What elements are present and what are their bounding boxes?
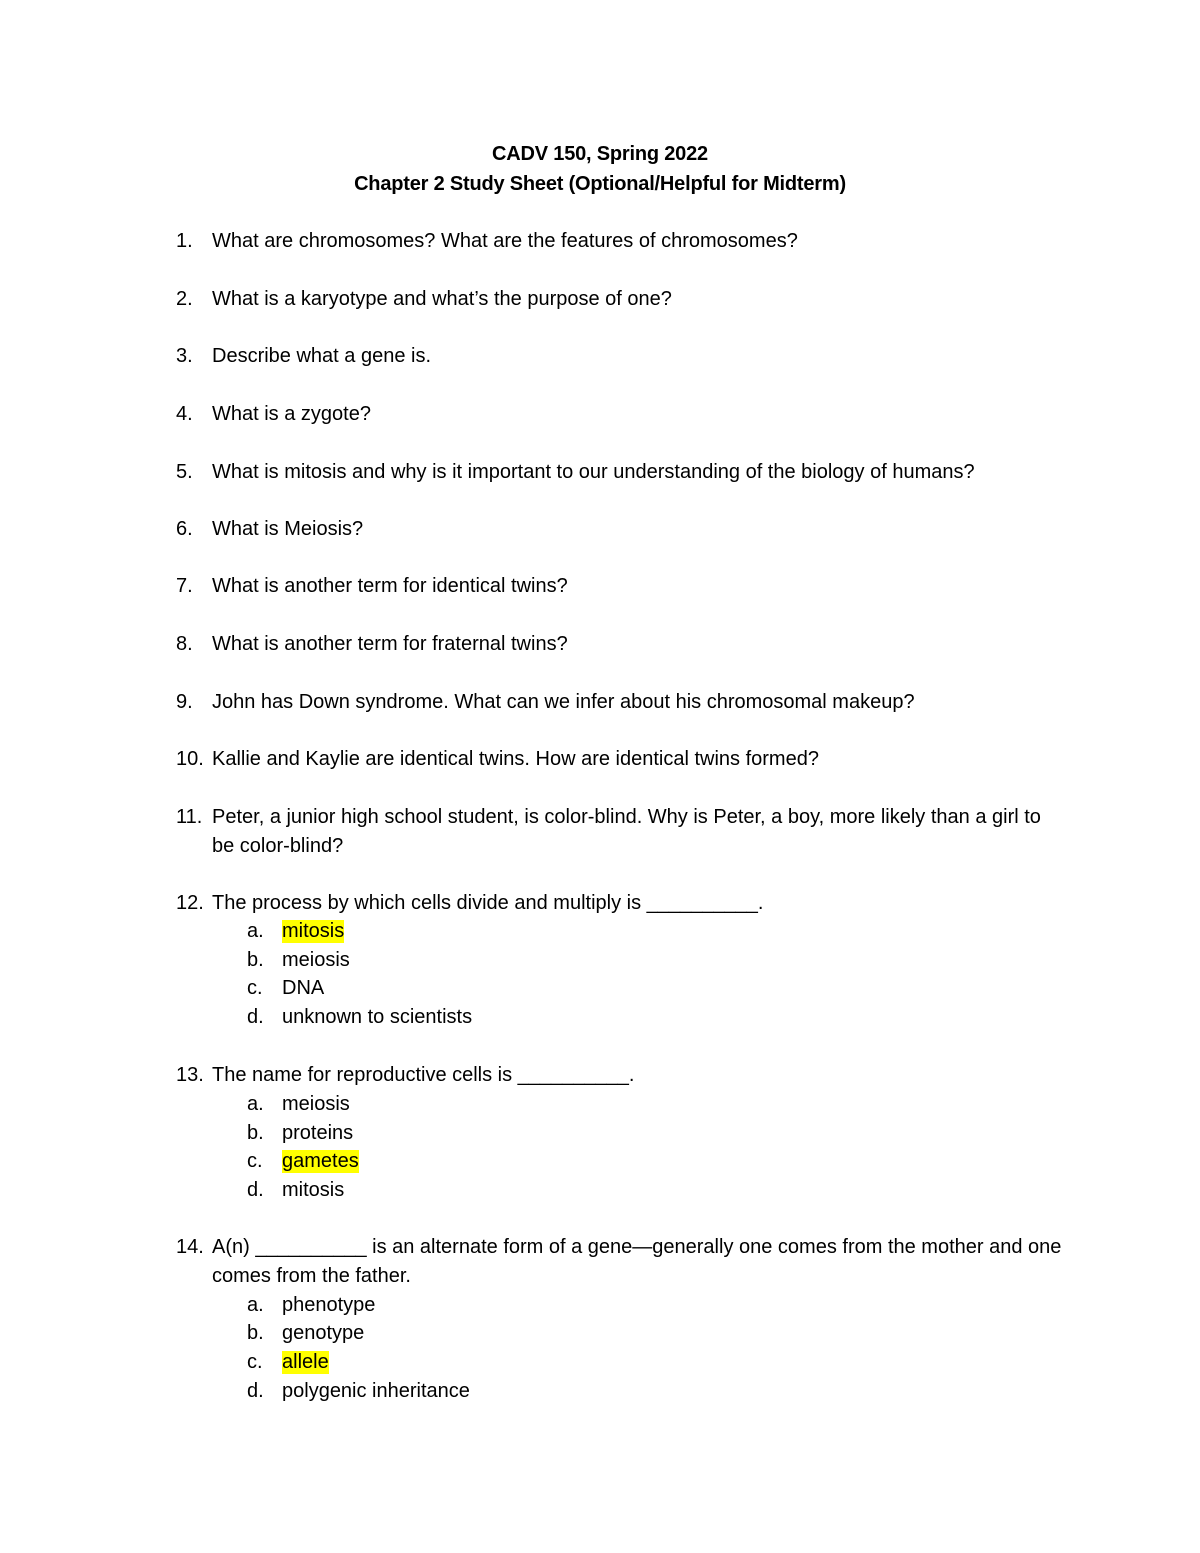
- option-letter: c.: [247, 977, 263, 999]
- option-letter: c.: [247, 1150, 263, 1172]
- option-text-highlighted: mitosis: [282, 920, 345, 942]
- option-letter: a.: [247, 920, 264, 942]
- question-text: What is a karyotype and what’s the purpose of one?: [212, 288, 672, 310]
- option-text: DNA: [282, 977, 325, 999]
- question-number: 10.: [176, 748, 204, 770]
- option-text: mitosis: [282, 1179, 345, 1201]
- question-number: 6.: [176, 518, 193, 540]
- question-text: What is mitosis and why is it important to our understanding of the biology of humans?: [212, 461, 975, 483]
- question-text: The name for reproductive cells is __________.: [212, 1064, 635, 1086]
- question-text: John has Down syndrome. What can we infer about his chromosomal makeup?: [212, 691, 915, 713]
- question-number: 1.: [176, 230, 193, 252]
- question-number: 11.: [176, 806, 203, 828]
- question-number: 4.: [176, 403, 193, 425]
- option-text: polygenic inheritance: [282, 1380, 470, 1402]
- question-text: What is a zygote?: [212, 403, 371, 425]
- question-text: What is another term for identical twins?: [212, 575, 568, 597]
- option-letter: d.: [247, 1380, 264, 1402]
- option-letter: d.: [247, 1006, 264, 1028]
- question-text: Kallie and Kaylie are identical twins. How are identical twins formed?: [212, 748, 819, 770]
- question-number: 2.: [176, 288, 193, 310]
- option-text-highlighted: gametes: [282, 1150, 359, 1172]
- document-title: Chapter 2 Study Sheet (Optional/Helpful for Midterm): [354, 173, 846, 195]
- option-text: proteins: [282, 1122, 354, 1144]
- option-letter: a.: [247, 1093, 264, 1115]
- question-text: What are chromosomes? What are the features of chromosomes?: [212, 230, 798, 252]
- option-text: unknown to scientists: [282, 1006, 473, 1028]
- question-number: 12.: [176, 892, 204, 914]
- question-text: Describe what a gene is.: [212, 345, 432, 367]
- option-letter: b.: [247, 1122, 264, 1144]
- option-text: meiosis: [282, 1093, 350, 1115]
- option-text: phenotype: [282, 1294, 376, 1316]
- question-number: 14.: [176, 1236, 204, 1258]
- question-number: 13.: [176, 1064, 204, 1086]
- question-text: Peter, a junior high school student, is color-blind. Why is Peter, a boy, more likely than a girl to be color-blind?: [212, 806, 1041, 857]
- question-number: 9.: [176, 691, 193, 713]
- option-letter: b.: [247, 949, 264, 971]
- option-letter: c.: [247, 1351, 263, 1373]
- option-text-highlighted: allele: [282, 1351, 329, 1373]
- question-text: What is Meiosis?: [212, 518, 364, 540]
- option-text: meiosis: [282, 949, 350, 971]
- question-number: 3.: [176, 345, 193, 367]
- question-number: 7.: [176, 575, 193, 597]
- option-text: genotype: [282, 1322, 365, 1344]
- option-letter: d.: [247, 1179, 264, 1201]
- option-letter: b.: [247, 1322, 264, 1344]
- question-text: A(n) __________ is an alternate form of a gene—generally one comes from the mother and one comes from the father.: [212, 1236, 1062, 1287]
- question-number: 5.: [176, 461, 193, 483]
- course-title: CADV 150, Spring 2022: [492, 143, 708, 165]
- question-text: What is another term for fraternal twins?: [212, 633, 568, 655]
- question-text: The process by which cells divide and multiply is __________.: [212, 892, 764, 914]
- question-number: 8.: [176, 633, 193, 655]
- option-letter: a.: [247, 1294, 264, 1316]
